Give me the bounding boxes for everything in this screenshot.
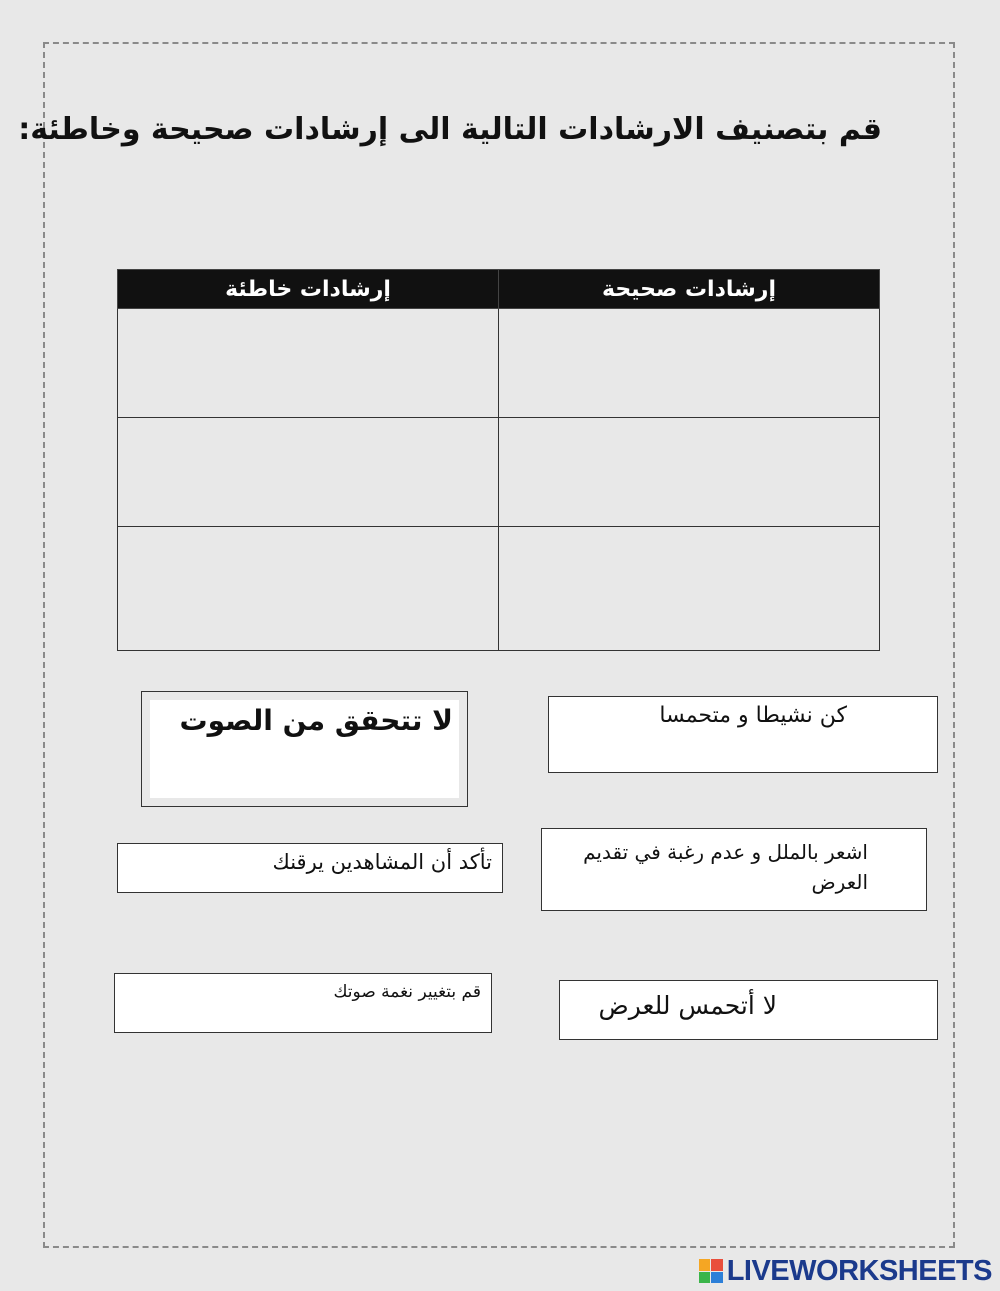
drop-zone-wrong-3[interactable]: [118, 527, 499, 651]
drop-zone-correct-3[interactable]: [499, 527, 880, 651]
brand-name: LIVEWORKSHEETS: [726, 1254, 992, 1287]
card-label: قم بتغيير نغمة صوتك: [333, 982, 481, 1002]
page-title: قم بتصنيف الارشادات التالية الى إرشادات صحيحة وخاطئة:: [18, 112, 882, 147]
header-correct: إرشادات صحيحة: [499, 270, 880, 309]
drag-card-change-tone[interactable]: [114, 973, 492, 1033]
header-wrong: إرشادات خاطئة: [118, 270, 499, 309]
card-label: لا أتحمس للعرض: [598, 991, 777, 1020]
card-label: اشعر بالملل و عدم رغبة في تقديم العرض: [583, 840, 868, 894]
drop-zone-correct-1[interactable]: [499, 309, 880, 418]
drop-zone-wrong-2[interactable]: [118, 418, 499, 527]
classification-table: [117, 269, 880, 651]
drag-card-feel-bored[interactable]: [541, 828, 927, 911]
drop-zone-wrong-1[interactable]: [118, 309, 499, 418]
card-label: تأكد أن المشاهدين يرقنك: [272, 850, 492, 874]
drag-card-be-active[interactable]: [548, 696, 938, 773]
drag-card-ensure-audience[interactable]: [117, 843, 503, 893]
drag-card-not-excited[interactable]: [559, 980, 938, 1040]
liveworksheets-brand: [699, 1254, 992, 1288]
liveworksheets-logo-icon: [699, 1259, 723, 1283]
card-label: لا تتحقق من الصوت: [179, 704, 453, 737]
drop-zone-correct-2[interactable]: [499, 418, 880, 527]
drag-card-dont-check-sound[interactable]: [141, 691, 468, 807]
card-label: كن نشيطا و متحمسا: [659, 703, 847, 728]
